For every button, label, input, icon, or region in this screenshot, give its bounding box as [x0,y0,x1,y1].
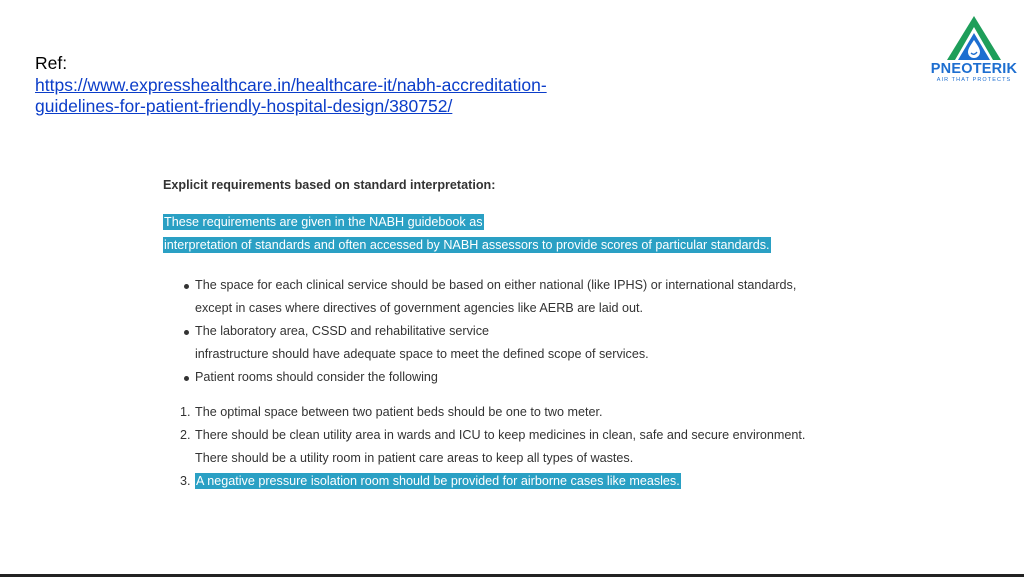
list-item-text: The optimal space between two patient beds should be one to two meter. [195,405,603,419]
list-item-text [195,470,863,493]
intro-line-1 [163,215,484,229]
list-item [163,320,863,366]
list-item [163,366,863,389]
section-heading: Explicit requirements based on standard interpretation: [163,178,496,192]
list-item-text: There should be a utility room in patient care areas to keep all types of wastes. [195,451,634,465]
reference-link-line-1[interactable]: https://www.expresshealthcare.in/healthcare-it/nabh-accreditation- [35,74,547,95]
reference-label: Ref: [35,53,68,73]
patient-room-numbered-list [163,401,863,493]
reference-block [35,53,547,118]
list-number: 1. [180,405,191,419]
list-item-text: The space for each clinical service should be based on either national (like IPHS) or international standards, [195,278,797,292]
list-item [163,470,863,493]
requirements-bullet-list [163,274,863,389]
intro-line-2 [163,238,771,252]
list-item-text: There should be clean utility area in wards and ICU to keep medicines in clean, safe and secure environment. [195,428,806,442]
logo-mark-icon [945,15,1003,61]
list-item-text: Patient rooms should consider the following [195,370,438,384]
list-item-text: The laboratory area, CSSD and rehabilitative service [195,324,489,338]
list-item [163,401,863,424]
highlighted-text: These requirements are given in the NABH guidebook as [164,215,483,229]
highlighted-text: A negative pressure isolation room should be provided for airborne cases like measles. [196,474,680,488]
list-item [163,424,863,470]
list-number: 3. [180,474,191,488]
highlighted-text: interpretation of standards and often accessed by NABH assessors to provide scores of particular standards. [164,238,770,252]
list-item [163,274,863,320]
list-number: 2. [180,428,191,442]
logo-tagline: AIR THAT PROTECTS [936,77,1012,83]
pneoterik-logo [928,15,1020,85]
list-item-text: except in cases where directives of government agencies like AERB are laid out. [195,301,644,315]
logo-brand-text: PNEOTERIK [930,61,1018,77]
reference-link[interactable] [35,75,547,118]
reference-link-line-2[interactable]: guidelines-for-patient-friendly-hospital-design/380752/ [35,96,453,116]
list-item-text: infrastructure should have adequate space to meet the defined scope of services. [195,347,649,361]
